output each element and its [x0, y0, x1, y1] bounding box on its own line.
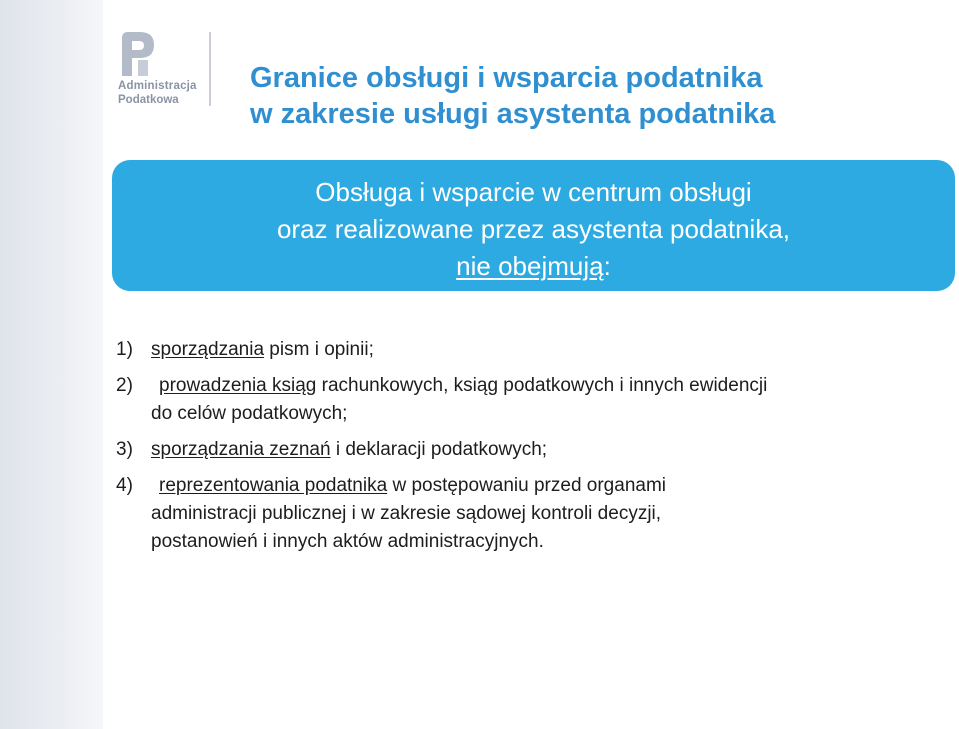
list-item-continuation-2: postanowień i innych aktów administracyjnych.: [151, 531, 544, 552]
page-title: [250, 60, 930, 132]
list-item-continuation: administracji publicznej i w zakresie sądowej kontroli decyzji,: [151, 503, 662, 524]
list-item-number: 2): [116, 375, 133, 396]
logo-divider: [209, 32, 211, 106]
list-item-continuation: do celów podatkowych;: [151, 403, 348, 424]
banner-line-2: oraz realizowane przez asystenta podatnika,: [276, 214, 791, 244]
list-item-underlined: sporządzania: [151, 339, 265, 360]
list-item-text: i deklaracji podatkowych;: [330, 439, 548, 460]
list-item-text: rachunkowych, ksiąg podatkowych i innych ewidencji: [316, 375, 768, 396]
exclusions-list: [116, 336, 946, 556]
ap-logo-mark-icon: [118, 30, 158, 78]
scope-banner: [112, 160, 955, 291]
list-item-number: 3): [116, 439, 133, 460]
administracja-podatkowa-logo: [118, 30, 208, 108]
list-item-underlined: sporządzania zeznań: [151, 439, 331, 460]
banner-underlined-text: nie obejmują: [456, 251, 604, 281]
logo-text-podatkowa: Podatkowa: [118, 94, 179, 106]
banner-line-1: Obsługa i wsparcie w centrum obsługi: [315, 177, 752, 207]
list-item-number: 1): [116, 339, 133, 360]
list-item-text: pism i opinii;: [264, 339, 374, 360]
list-item: [116, 436, 946, 464]
page-title-line-2: w zakresie usługi asystenta podatnika: [250, 98, 776, 130]
list-item-number: 4): [116, 475, 133, 496]
page-title-line-1: Granice obsługi i wsparcia podatnika: [250, 62, 763, 94]
banner-line-3: [112, 248, 955, 285]
logo-text-administracja: Administracja: [118, 80, 197, 92]
list-item: [116, 472, 946, 556]
banner-colon: :: [603, 251, 611, 281]
list-item-text: w postępowaniu przed organami: [387, 475, 667, 496]
left-decorative-strip: [0, 0, 103, 729]
list-item: [116, 372, 946, 428]
list-item: [116, 336, 946, 364]
list-item-underlined: prowadzenia ksiąg: [159, 375, 317, 396]
list-item-underlined: reprezentowania podatnika: [159, 475, 388, 496]
